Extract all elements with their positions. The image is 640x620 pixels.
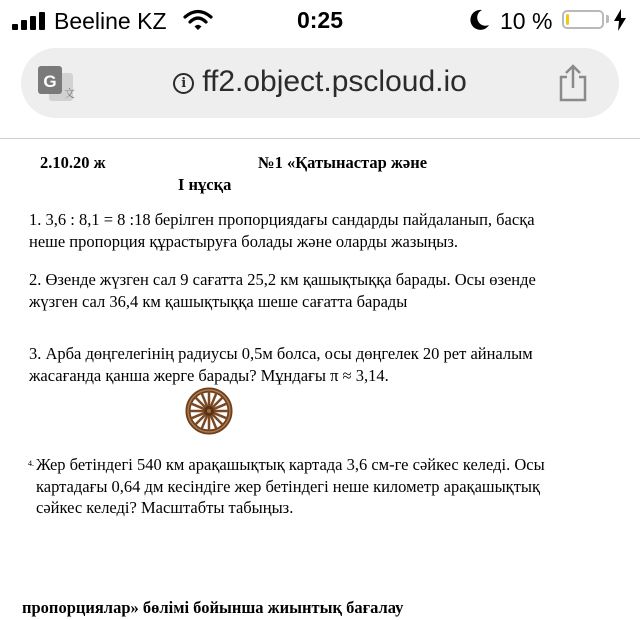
- divider: [0, 138, 640, 139]
- question-4-line-3: сәйкес келеді? Масштабты табыңыз.: [36, 498, 294, 517]
- question-4-number: 4.: [28, 459, 34, 468]
- moon-icon: [470, 9, 490, 31]
- doc-footer: пропорциялар» бөлімі бойынша жиынтық бағалау: [22, 598, 404, 617]
- question-3-line-2: жасағанда қанша жерге барады? Мұндағы π ≈ 3,14.: [29, 366, 389, 385]
- clock: 0:25: [296, 7, 344, 33]
- battery-percent: 10 %: [500, 8, 553, 34]
- question-1-line-1: 1. 3,6 : 8,1 = 8 :18 берілген пропорциядағы сандарды пайдаланып, басқа: [29, 210, 535, 229]
- battery-fill: [566, 14, 569, 25]
- question-1-line-2: неше пропорция құрастыруға болады және оларды жазыңыз.: [29, 232, 459, 251]
- address-bar[interactable]: [21, 48, 619, 118]
- svg-text:G: G: [43, 72, 57, 91]
- charging-icon: [614, 9, 626, 31]
- status-bar: [0, 0, 640, 42]
- info-icon[interactable]: i: [173, 73, 194, 94]
- battery-cap: [606, 15, 609, 23]
- question-4-line-2: картадағы 0,64 дм кесіндіге жер бетіндегі неше километр арақашықтық: [36, 477, 541, 496]
- battery-icon: [562, 10, 604, 29]
- url-text-container[interactable]: [21, 65, 619, 99]
- question-2-line-1: 2. Өзенде жүзген сал 9 сағатта 25,2 км қашықтыққа барады. Осы өзенде: [29, 270, 536, 289]
- question-4-line-1: Жер бетіндегі 540 км арақашықтық картада 3,6 см-ге сәйкес келеді. Осы: [36, 455, 545, 474]
- url-text: ff2.object.pscloud.io: [202, 65, 467, 98]
- svg-text:文: 文: [64, 87, 75, 100]
- doc-title: №1 «Қатынастар және: [258, 153, 428, 172]
- carrier-name: Beeline KZ: [54, 8, 167, 34]
- share-icon[interactable]: [557, 63, 589, 103]
- cart-wheel-icon: [185, 387, 233, 435]
- question-3-line-1: 3. Арба дөңгелегінің радиусы 0,5м болса, осы дөңгелек 20 рет айналым: [29, 344, 533, 363]
- doc-date: 2.10.20 ж: [40, 153, 106, 172]
- doc-variant: І нұсқа: [178, 175, 232, 194]
- question-2-line-2: жүзген сал 36,4 км қашықтыққа шеше сағатта барады: [29, 292, 408, 311]
